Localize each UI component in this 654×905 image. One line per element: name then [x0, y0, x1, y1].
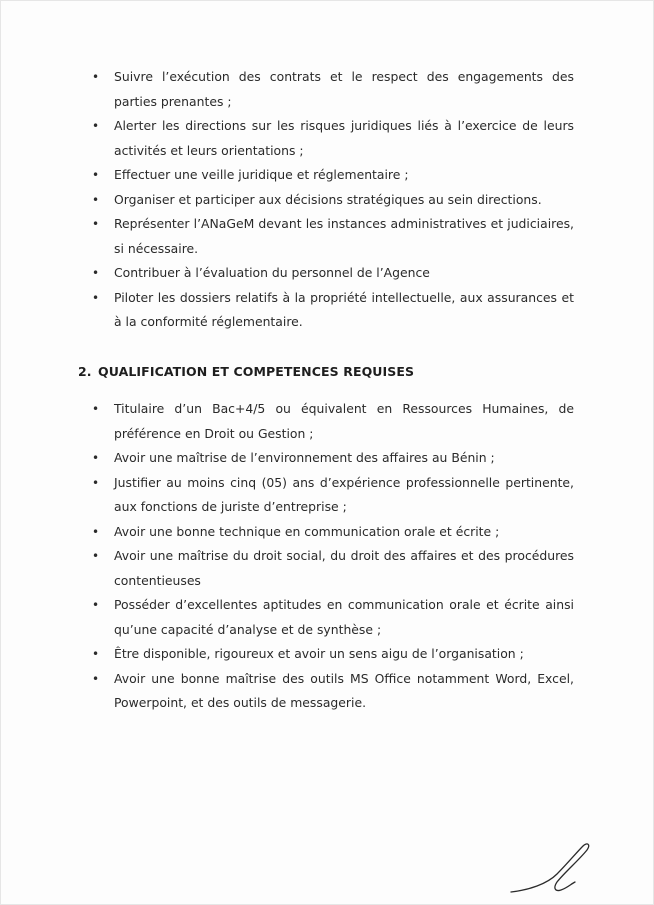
section-title: QUALIFICATION ET COMPETENCES REQUISES [98, 364, 415, 379]
list-item: • Organiser et participer aux décisions stratégiques au sein directions. [92, 188, 574, 213]
list-item: • Piloter les dossiers relatifs à la propriété intellectuelle, aux assurances et à la conformité réglementaire. [92, 286, 574, 335]
list-item: • Justifier au moins cinq (05) ans d’expérience professionnelle pertinente, aux fonctions de juriste d’entreprise ; [92, 471, 574, 520]
list-item: • Contribuer à l’évaluation du personnel de l’Agence [92, 261, 574, 286]
list-item: • Représenter l’ANaGeM devant les instances administratives et judiciaires, si nécessaire. [92, 212, 574, 261]
qualifications-list [92, 397, 574, 716]
list-item: • Titulaire d’un Bac+4/5 ou équivalent en Ressources Humaines, de préférence en Droit ou Gestion ; [92, 397, 574, 446]
section-heading [78, 364, 578, 379]
list-item: • Avoir une maîtrise du droit social, du droit des affaires et des procédures contentieuses [92, 544, 574, 593]
list-item: • Avoir une bonne maîtrise des outils MS Office notamment Word, Excel, Powerpoint, et des outils de messagerie. [92, 667, 574, 716]
list-item: • Effectuer une veille juridique et réglementaire ; [92, 163, 574, 188]
list-item: • Avoir une bonne technique en communication orale et écrite ; [92, 520, 574, 545]
signature-icon [505, 838, 595, 898]
list-item: • Suivre l’exécution des contrats et le respect des engagements des parties prenantes ; [92, 65, 574, 114]
list-item: • Être disponible, rigoureux et avoir un sens aigu de l’organisation ; [92, 642, 574, 667]
responsibilities-list [92, 65, 574, 335]
list-item: • Alerter les directions sur les risques juridiques liés à l’exercice de leurs activités et leurs orientations ; [92, 114, 574, 163]
list-item: • Avoir une maîtrise de l’environnement des affaires au Bénin ; [92, 446, 574, 471]
list-item: • Posséder d’excellentes aptitudes en communication orale et écrite ainsi qu’une capacité d’analyse et de synthèse ; [92, 593, 574, 642]
section-number: 2. [78, 364, 92, 379]
